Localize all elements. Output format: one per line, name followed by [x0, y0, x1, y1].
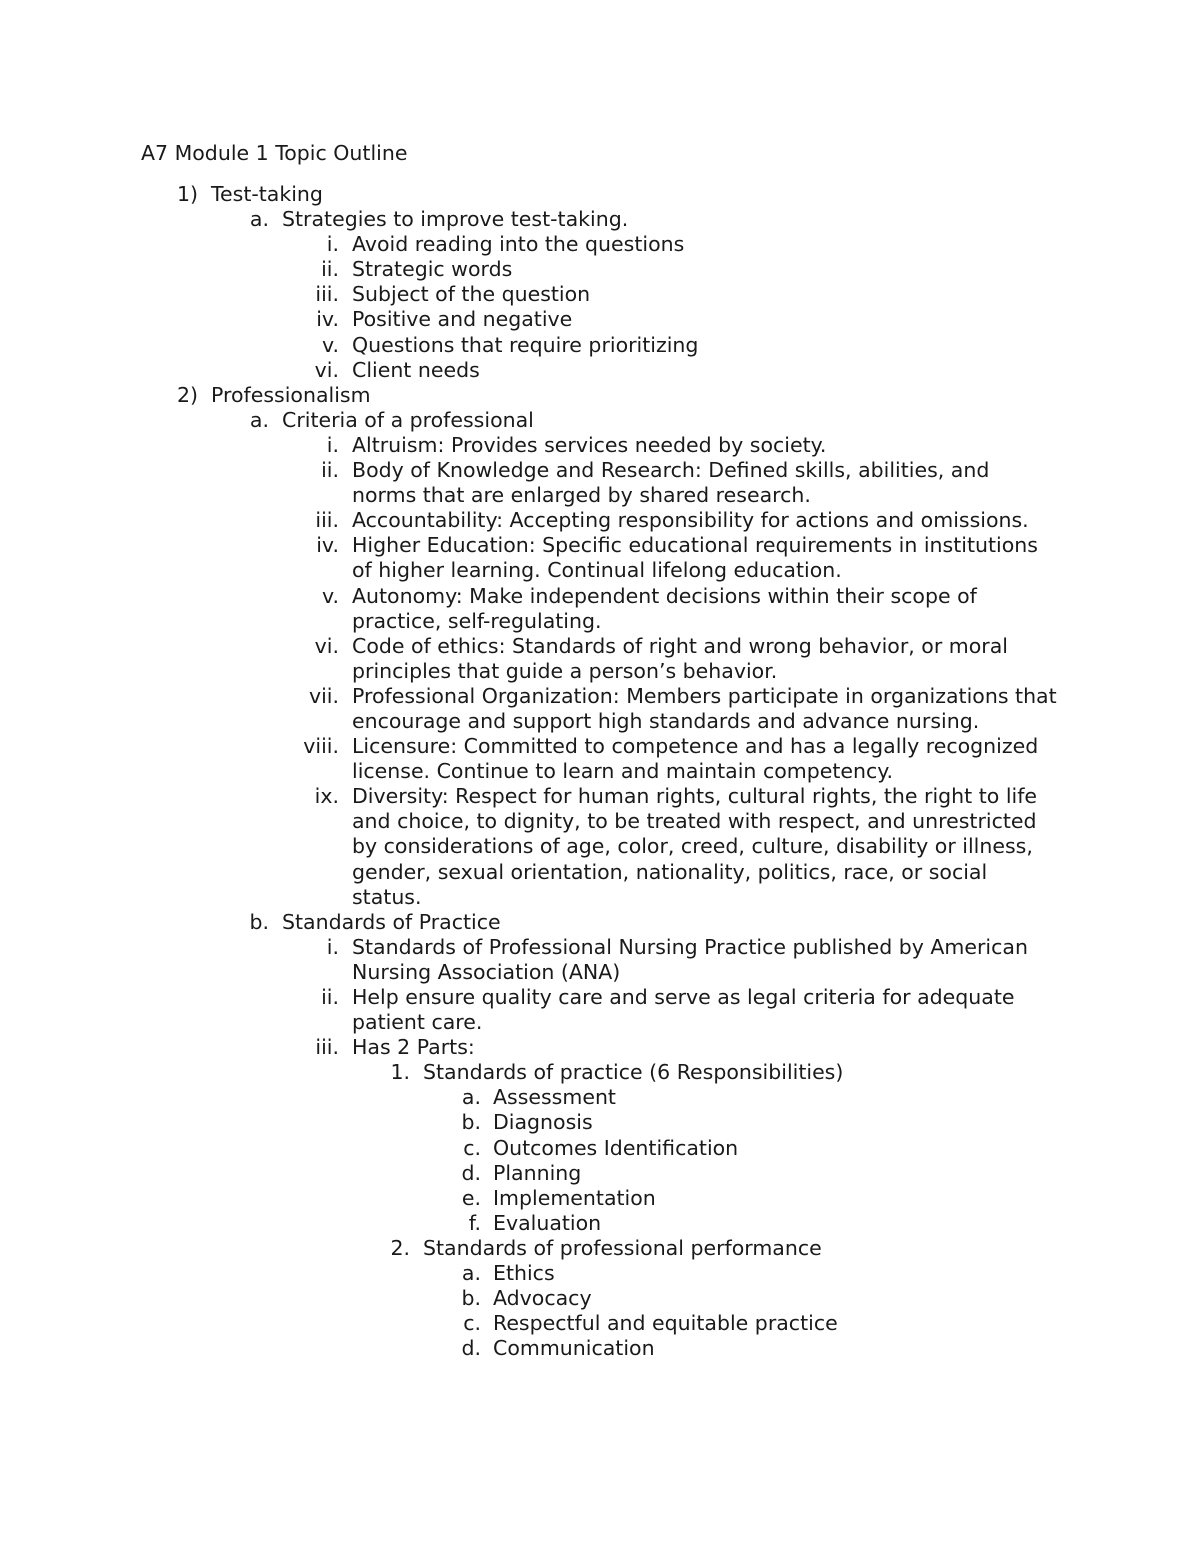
- outline-item-level-5: [0, 1110, 1200, 1135]
- outline-marker: iii.: [315, 508, 339, 533]
- outline-text: Avoid reading into the questions: [352, 232, 685, 257]
- outline-marker: vii.: [308, 683, 339, 708]
- outline-text: Professionalism: [211, 382, 371, 407]
- outline-marker: i.: [326, 432, 339, 457]
- outline-item-level-5: [0, 1161, 1200, 1186]
- outline-item-level-3: [0, 684, 1200, 734]
- outline-marker: a.: [249, 407, 269, 432]
- outline-marker: 1): [176, 182, 198, 206]
- outline-marker: 2.: [390, 1235, 410, 1260]
- outline-item-level-3: [0, 257, 1200, 282]
- outline-text: Positive and negative: [352, 307, 573, 332]
- outline-marker: i.: [326, 934, 339, 959]
- outline-text: Criteria of a professional: [282, 407, 534, 432]
- outline-text: Diversity: Respect for human rights, cultural rights, the right to life and choice, to dignity, to be treated with respect, and unrestricted by considerations of age, color, creed, culture, disability or illness, gender, sexual orientation, nationality, politics, race, or social status.: [352, 784, 1038, 909]
- outline-item-level-3: [0, 358, 1200, 383]
- outline-marker: i.: [326, 232, 339, 257]
- outline-text: Code of ethics: Standards of right and wrong behavior, or moral principles that guide a person’s behavior.: [352, 633, 1008, 683]
- document-title: A7 Module 1 Topic Outline: [141, 141, 408, 165]
- outline-text: Advocacy: [493, 1286, 592, 1311]
- outline-item-level-5: [0, 1336, 1200, 1361]
- outline-text: Accountability: Accepting responsibility for actions and omissions.: [352, 508, 1029, 533]
- outline-marker: a.: [461, 1085, 481, 1110]
- outline-item-level-3: [0, 985, 1200, 1035]
- outline-item-level-3: [0, 232, 1200, 257]
- outline-text: Implementation: [493, 1185, 656, 1210]
- outline-item-level-5: [0, 1136, 1200, 1161]
- outline-marker: d.: [461, 1160, 481, 1185]
- outline-marker: e.: [461, 1185, 481, 1210]
- outline-text: Altruism: Provides services needed by society.: [352, 432, 827, 457]
- outline-item-level-3: [0, 333, 1200, 358]
- outline-text: Body of Knowledge and Research: Defined skills, abilities, and norms that are enlarged by shared research.: [352, 458, 990, 508]
- outline-marker: ii.: [321, 257, 339, 282]
- outline-marker: vi.: [314, 633, 339, 658]
- outline-text: Client needs: [352, 357, 480, 382]
- outline-item-level-2: [0, 207, 1200, 232]
- outline-text: Professional Organization: Members participate in organizations that encourage and support high standards and advance nursing.: [352, 683, 1057, 733]
- outline-marker: d.: [461, 1336, 481, 1361]
- outline-text: Help ensure quality care and serve as legal criteria for adequate patient care.: [352, 985, 1015, 1035]
- outline-marker: viii.: [303, 734, 339, 759]
- outline-text: Planning: [493, 1160, 582, 1185]
- outline-text: Strategic words: [352, 257, 513, 282]
- outline-text: Diagnosis: [493, 1110, 593, 1135]
- topic-outline: [0, 182, 1200, 1361]
- outline-text: Standards of professional performance: [423, 1235, 822, 1260]
- outline-marker: b.: [461, 1110, 481, 1135]
- outline-marker: v.: [321, 583, 339, 608]
- outline-text: Subject of the question: [352, 282, 591, 307]
- outline-text: Test-taking: [211, 182, 323, 206]
- outline-item-level-3: [0, 935, 1200, 985]
- outline-item-level-3: [0, 433, 1200, 458]
- outline-text: Has 2 Parts:: [352, 1035, 475, 1060]
- outline-marker: iii.: [315, 1035, 339, 1060]
- outline-item-level-3: [0, 634, 1200, 684]
- outline-marker: 1.: [390, 1060, 410, 1085]
- outline-text: Standards of Practice: [282, 909, 501, 934]
- outline-marker: c.: [463, 1135, 481, 1160]
- outline-marker: f.: [468, 1210, 481, 1235]
- outline-item-level-1: [0, 383, 1200, 408]
- outline-text: Assessment: [493, 1085, 616, 1110]
- outline-marker: b.: [249, 909, 269, 934]
- outline-item-level-2: [0, 910, 1200, 935]
- outline-item-level-3: [0, 307, 1200, 332]
- outline-text: Outcomes Identification: [493, 1135, 739, 1160]
- outline-item-level-5: [0, 1286, 1200, 1311]
- outline-marker: a.: [249, 207, 269, 232]
- outline-text: Communication: [493, 1336, 655, 1361]
- outline-marker: vi.: [314, 357, 339, 382]
- outline-marker: c.: [463, 1311, 481, 1336]
- outline-item-level-5: [0, 1211, 1200, 1236]
- outline-item-level-3: [0, 584, 1200, 634]
- outline-item-level-3: [0, 1035, 1200, 1060]
- outline-item-level-1: [0, 182, 1200, 207]
- outline-item-level-4: [0, 1236, 1200, 1261]
- outline-text: Evaluation: [493, 1210, 602, 1235]
- outline-marker: b.: [461, 1286, 481, 1311]
- outline-marker: v.: [321, 332, 339, 357]
- outline-text: Questions that require prioritizing: [352, 332, 699, 357]
- outline-item-level-3: [0, 784, 1200, 909]
- outline-item-level-3: [0, 533, 1200, 583]
- outline-marker: iv.: [316, 533, 339, 558]
- outline-text: Ethics: [493, 1261, 555, 1286]
- outline-item-level-5: [0, 1311, 1200, 1336]
- outline-item-level-5: [0, 1261, 1200, 1286]
- outline-item-level-2: [0, 408, 1200, 433]
- outline-item-level-3: [0, 282, 1200, 307]
- outline-marker: iii.: [315, 282, 339, 307]
- outline-marker: 2): [176, 382, 198, 407]
- outline-text: Autonomy: Make independent decisions within their scope of practice, self-regulating.: [352, 583, 977, 633]
- outline-marker: iv.: [316, 307, 339, 332]
- outline-marker: a.: [461, 1261, 481, 1286]
- outline-marker: ii.: [321, 458, 339, 483]
- outline-item-level-3: [0, 508, 1200, 533]
- outline-text: Higher Education: Specific educational requirements in institutions of higher learning. Continual lifelong education.: [352, 533, 1038, 583]
- outline-marker: ix.: [314, 784, 339, 809]
- outline-text: Licensure: Committed to competence and has a legally recognized license. Continue to learn and maintain competency.: [352, 734, 1039, 784]
- outline-text: Respectful and equitable practice: [493, 1311, 838, 1336]
- outline-marker: ii.: [321, 985, 339, 1009]
- outline-item-level-3: [0, 458, 1200, 508]
- outline-text: Strategies to improve test-taking.: [282, 207, 629, 232]
- outline-item-level-5: [0, 1085, 1200, 1110]
- outline-item-level-3: [0, 734, 1200, 784]
- outline-text: Standards of Professional Nursing Practice published by American Nursing Association (ANA): [352, 934, 1028, 984]
- outline-item-level-4: [0, 1060, 1200, 1085]
- outline-item-level-5: [0, 1186, 1200, 1211]
- outline-text: Standards of practice (6 Responsibilities): [423, 1060, 844, 1085]
